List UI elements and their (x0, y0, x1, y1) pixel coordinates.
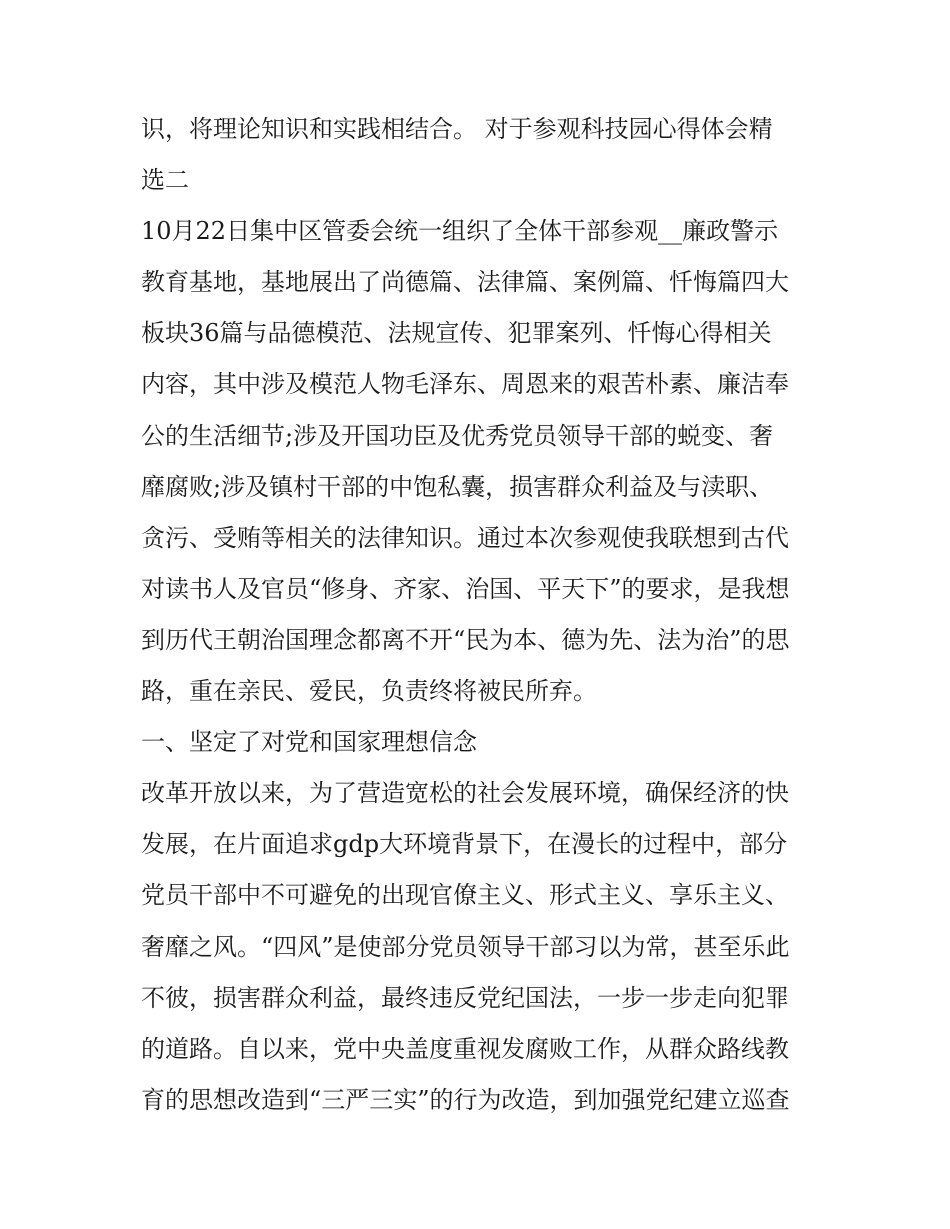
text-line: 发展，在片面追求gdp大环境背景下，在漫长的过程中，部分 (141, 830, 788, 859)
text-line: 识，将理论知识和实践相结合。 对于参观科技园心得体会精 (141, 115, 773, 143)
text-line: 路，重在亲民、爱民，负责终将被民所弃。 (141, 677, 597, 706)
text-line: 教育基地，基地展出了尚德篇、法律篇、案例篇、忏悔篇四大 (141, 268, 789, 297)
text-line: 内容，其中涉及模范人物毛泽东、周恩来的艰苦朴素、廉洁奉 (141, 370, 789, 399)
text-line: 对读书人及官员“修身、齐家、治国、平天下”的要求，是我想 (141, 574, 790, 603)
document-page (141, 104, 817, 1126)
text-line: 贪污、受贿等相关的法律知识。通过本次参观使我联想到古代 (141, 523, 789, 552)
text-line: 靡腐败;涉及镇村干部的中饱私囊，损害群众利益及与渎职、 (141, 472, 774, 501)
text-line: 的道路。自以来，党中央盖度重视发腐败工作，从群众路线教 (141, 1034, 789, 1063)
text-line: 板块36篇与品德模范、法规宣传、犯罪案列、忏悔心得相关 (141, 319, 772, 348)
text-line: 到历代王朝治国理念都离不开“民为本、德为先、法为治”的思 (141, 625, 790, 654)
text-line: 奢靡之风。“四风”是使部分党员领导干部习以为常，甚至乐此 (141, 932, 790, 961)
text-line: 选二 (141, 166, 189, 195)
text-line: 不彼，损害群众利益，最终违反党纪国法，一步一步走向犯罪 (141, 983, 789, 1012)
text-line: 育的思想改造到“三严三实”的行为改造，到加强党纪建立巡查 (141, 1085, 790, 1114)
text-line: 公的生活细节;涉及开国功臣及优秀党员领导干部的蜕变、奢 (141, 421, 774, 450)
text-line: 改革开放以来，为了营造宽松的社会发展环境，确保经济的快 (141, 779, 789, 808)
text-line: 党员干部中不可避免的出现官僚主义、形式主义、享乐主义、 (141, 881, 789, 910)
section-heading: 一、坚定了对党和国家理想信念 (141, 728, 477, 757)
text-line: 10月22日集中区管委会统一组织了全体干部参观__廉政警示 (141, 217, 779, 246)
